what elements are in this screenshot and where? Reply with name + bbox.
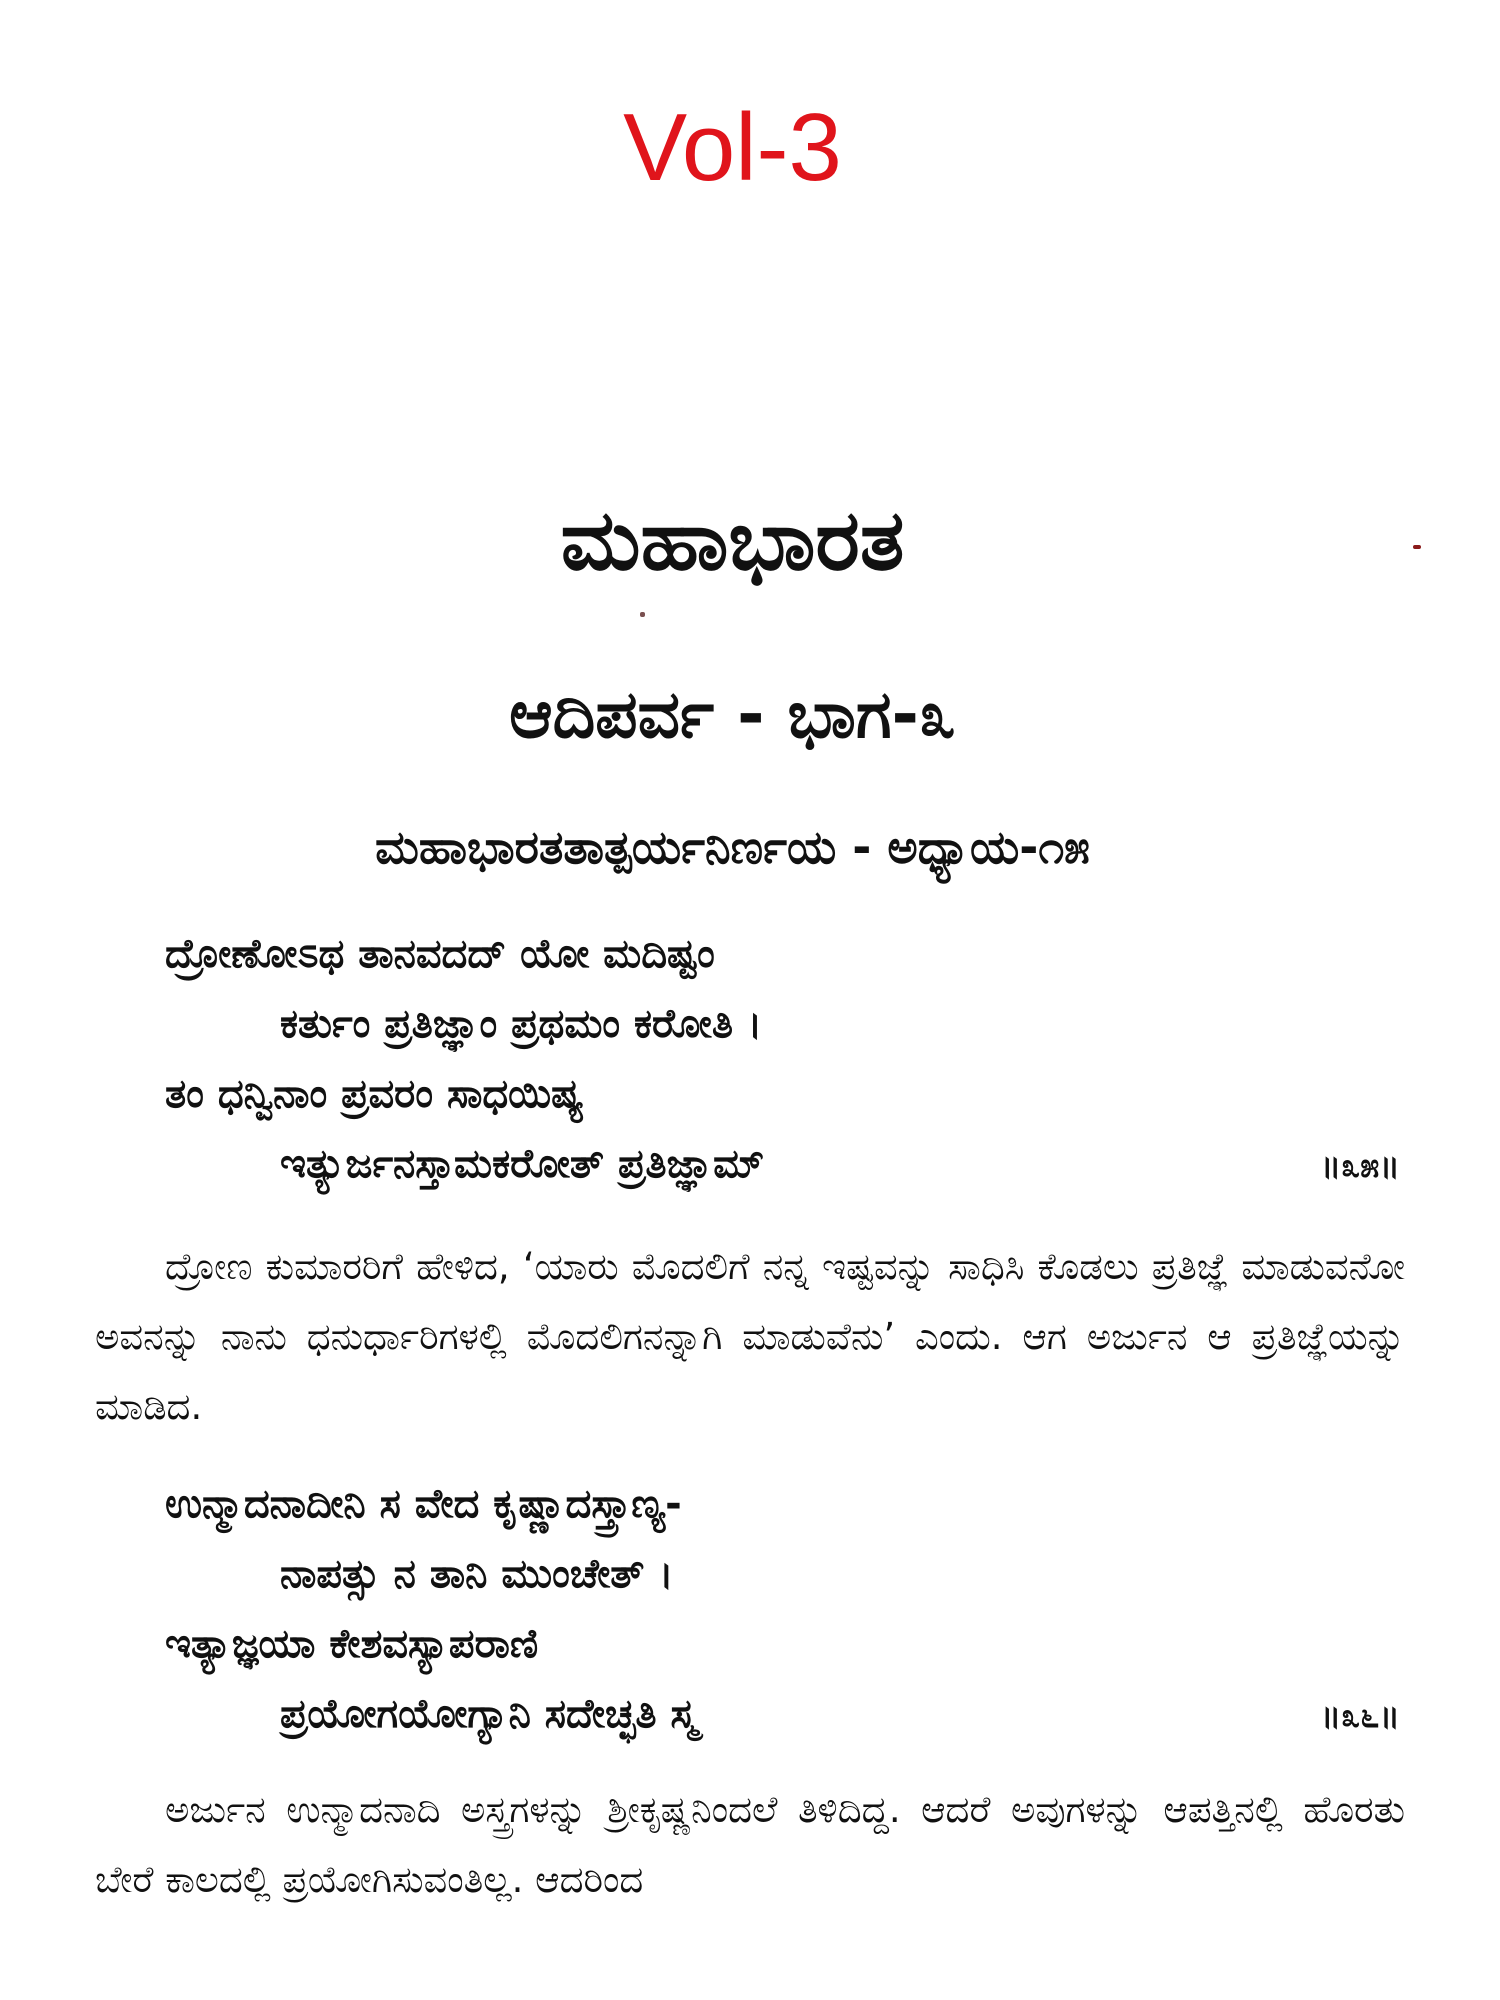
verse-line: ನಾಪತ್ಸು ನ ತಾನಿ ಮುಂಚೇತ್ । <box>280 1551 674 1597</box>
paragraph-text: ದ್ರೋಣ ಕುಮಾರರಿಗೆ ಹೇಳಿದ, ‘ಯಾರು ಮೊದಲಿಗೆ ನನ್ನ ಇಷ್ಟವನ್ನು ಸಾಧಿಸಿ ಕೊಡಲು ಪ್ರತಿಜ್ಞೆ ಮಾಡುವನೋ ಅವನನ್ನು ನಾನು ಧನುರ್ಧಾರಿಗಳಲ್ಲಿ ಮೊದಲಿಗನನ್ನಾಗಿ ಮಾಡುವೆನು’ ಎಂದು. ಆಗ ಅರ್ಜುನ ಆ ಪ್ರತಿಜ್ಞೆಯನ್ನು ಮಾಡಿದ. <box>95 1245 1405 1428</box>
verse-line: ಇತ್ಯುರ್ಜನಸ್ತಾಮಕರೋತ್ ಪ್ರತಿಜ್ಞಾಮ್ <box>280 1141 765 1187</box>
chapter-heading: ಮಹಾಭಾರತತಾತ್ಪರ್ಯನಿರ್ಣಯ - ಅಧ್ಯಾಯ-೧೫ <box>375 820 1090 874</box>
commentary-paragraph <box>95 1775 1405 1915</box>
verse-number: ॥೩೬॥ <box>1320 1696 1400 1736</box>
verse-line: ಪ್ರಯೋಗಯೋಗ್ಯಾನಿ ಸದೇಚ್ಛತಿ ಸ್ಮ <box>280 1691 698 1737</box>
scan-speck <box>1413 545 1421 549</box>
volume-label: Vol-3 <box>623 94 842 201</box>
scan-speck <box>640 612 645 617</box>
verse-line: ಉನ್ಮಾದನಾದೀನಿ ಸ ವೇದ ಕೃಷ್ಣಾದಸ್ತ್ರಾಣ್ಯ- <box>165 1481 682 1527</box>
verse-number: ॥೩೫॥ <box>1320 1146 1400 1186</box>
verse-line: ಕರ್ತುಂ ಪ್ರತಿಜ್ಞಾಂ ಪ್ರಥಮಂ ಕರೋತಿ । <box>280 1001 763 1047</box>
verse-line: ಇತ್ಯಾಜ್ಞಯಾ ಕೇಶವಸ್ಯಾಪರಾಣಿ <box>165 1621 539 1667</box>
commentary-paragraph <box>95 1232 1405 1442</box>
paragraph-text: ಅರ್ಜುನ ಉನ್ಮಾದನಾದಿ ಅಸ್ತ್ರಗಳನ್ನು ಶ್ರೀಕೃಷ್ಣನಿಂದಲೆ ತಿಳಿದಿದ್ದ. ಆದರೆ ಅವುಗಳನ್ನು ಆಪತ್ತಿನಲ್ಲಿ ಹೊರತು ಬೇರೆ ಕಾಲದಲ್ಲಿ ಪ್ರಯೋಗಿಸುವಂತಿಲ್ಲ. ಆದರಿಂದ <box>95 1788 1405 1901</box>
book-title: ಮಹಾಭಾರತ <box>560 491 905 589</box>
verse-line: ದ್ರೋಣೋಽಥ ತಾನವದದ್ ಯೋ ಮದಿಷ್ಟಂ <box>165 931 715 977</box>
verse-line: ತಂ ಧನ್ವಿನಾಂ ಪ್ರವರಂ ಸಾಧಯಿಷ್ಯ <box>165 1071 584 1117</box>
book-subtitle: ಆದಿಪರ್ವ - ಭಾಗ-೩ <box>509 676 956 753</box>
